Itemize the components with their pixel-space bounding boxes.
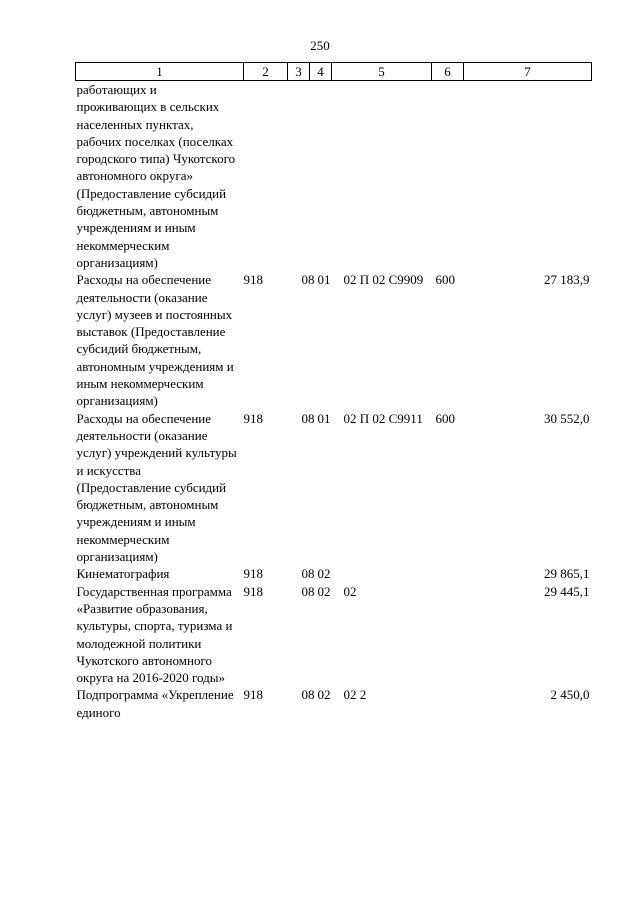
row-name-cell: работающих и проживающих в сельских населенных пунктах, рабочих поселках (поселках городского типа) Чукотского автономного округа» (Предоставление субсидий бюджетным, автономным учреждениям и иным некоммерческим организациям): [76, 82, 236, 270]
subsection-code-cell: 01: [317, 272, 331, 288]
header-col-7: 7: [464, 63, 592, 81]
table-row: [76, 583, 592, 687]
table-row: [76, 686, 592, 721]
expense-type-cell: 600: [435, 410, 455, 426]
admin-code-cell: 918: [243, 583, 263, 599]
amount-cell: 29 865,1: [544, 566, 590, 582]
section-code-cell: 08: [301, 583, 315, 599]
table-row: [76, 410, 592, 566]
subsection-code-cell: 02: [317, 566, 331, 582]
header-col-1: 1: [76, 63, 244, 81]
amount-cell: 27 183,9: [544, 272, 590, 288]
admin-code-cell: 918: [243, 566, 263, 582]
row-name-cell: Расходы на обеспечение деятельности (оказание услуг) музеев и постоянных выставок (Предоставление субсидий бюджетным, автономным учреждениям и иным некоммерческим организациям): [76, 272, 234, 409]
budget-table: [75, 62, 592, 721]
row-name-cell: Расходы на обеспечение деятельности (оказание услуг) учреждений культуры и искусства (Предоставление субсидий бюджетным, автономным учреждениям и иным некоммерческим организациям): [76, 410, 237, 565]
amount-cell: 30 552,0: [544, 410, 590, 426]
subsection-code-cell: [310, 81, 332, 272]
expense-type-cell: [432, 583, 464, 687]
header-col-4: 4: [310, 63, 332, 81]
section-code-cell: 08: [301, 687, 315, 703]
page-number: 250: [310, 38, 330, 53]
expense-type-cell: 600: [435, 272, 455, 288]
header-col-6: 6: [432, 63, 464, 81]
header-col-2: 2: [244, 63, 288, 81]
subsection-code-cell: 01: [317, 410, 331, 426]
amount-cell: [464, 81, 592, 272]
row-name-cell: Государственная программа «Развитие образования, культуры, спорта, туризма и молодежной политики Чукотского автономного округа на 2016-2020 годы»: [76, 583, 233, 686]
admin-code-cell: [244, 81, 288, 272]
admin-code-cell: 918: [243, 687, 263, 703]
row-name-cell: Подпрограмма «Укрепление единого: [76, 687, 234, 720]
admin-code-cell: 918: [243, 272, 263, 288]
target-article-cell: 02 П 02 С9909: [343, 272, 424, 288]
row-name-cell: Кинематография: [76, 566, 170, 582]
table-row: [76, 565, 592, 582]
table-row: [76, 271, 592, 409]
expense-type-cell: [432, 81, 464, 272]
section-code-cell: [288, 81, 310, 272]
table-header: [76, 63, 592, 81]
table-row: [76, 81, 592, 272]
amount-cell: 2 450,0: [550, 687, 590, 703]
section-code-cell: 08: [301, 272, 315, 288]
header-row: [76, 63, 592, 81]
table-body: [76, 81, 592, 721]
amount-cell: 29 445,1: [544, 583, 590, 599]
subsection-code-cell: 02: [317, 687, 331, 703]
admin-code-cell: 918: [243, 410, 263, 426]
section-code-cell: 08: [301, 566, 315, 582]
target-article-cell: 02: [343, 583, 357, 599]
expense-type-cell: [432, 565, 464, 582]
header-col-5: 5: [332, 63, 432, 81]
target-article-cell: 02 П 02 С9911: [343, 410, 423, 426]
subsection-code-cell: 02: [317, 583, 331, 599]
section-code-cell: 08: [301, 410, 315, 426]
expense-type-cell: [432, 686, 464, 721]
header-col-3: 3: [288, 63, 310, 81]
target-article-cell: [332, 565, 432, 582]
target-article-cell: [332, 81, 432, 272]
target-article-cell: 02 2: [343, 687, 367, 703]
